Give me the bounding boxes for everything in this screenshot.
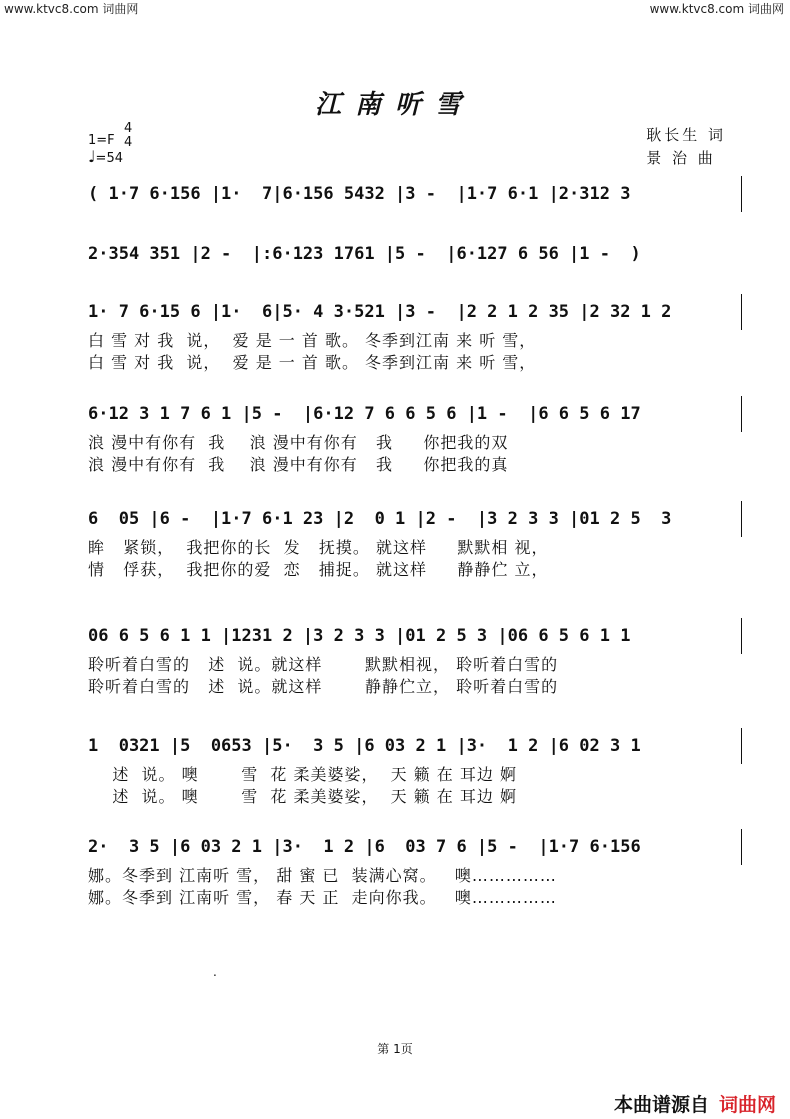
lyric-verse-2: 白 雪 对 我 说， 爱 是 一 首 歌。 冬季到江南 来 听 雪， <box>88 353 537 372</box>
notation-text: 1 0321 |5 0653 |5· 3 5 |6 03 2 1 |3· 1 2 |6 02 3 1 <box>88 736 641 756</box>
credits <box>646 124 726 170</box>
notation-line <box>82 396 742 432</box>
barline <box>741 176 742 212</box>
lyricist: 耿长生 词 <box>646 126 726 144</box>
notation-line <box>82 176 742 212</box>
system-2 <box>82 236 742 272</box>
lyric-verse-2: 情 俘获， 我把你的爱 恋 捕捉。 就这样 静静伫 立， <box>88 560 549 579</box>
lyric-verse-2: 娜。冬季到 江南听 雪， 春 天 正 走向你我。 噢…………… <box>88 888 557 907</box>
system-5 <box>82 501 742 581</box>
lyric-verse-2: 聆听着白雪的 述 说。就这样 静静伫立， 聆听着白雪的 <box>88 677 559 696</box>
notation-text: 6 05 |6 - |1·7 6·1 23 |2 0 1 |2 - |3 2 3 3 |01 2 5 3 <box>88 509 672 529</box>
notation-line <box>82 501 742 537</box>
stray-dot: . <box>213 965 217 979</box>
notation-text: ( 1·7 6·156 |1· 7|6·156 5432 |3 - |1·7 6·1 |2·312 3 <box>88 184 631 204</box>
tempo-value: =54 <box>95 151 123 166</box>
lyric-verse-1: 白 雪 对 我 说， 爱 是 一 首 歌。 冬季到江南 来 听 雪， <box>88 331 537 350</box>
time-signature <box>124 122 132 150</box>
system-4 <box>82 396 742 476</box>
lyric-verse-1: 聆听着白雪的 述 说。就这样 默默相视， 聆听着白雪的 <box>88 655 559 674</box>
notation-line <box>82 618 742 654</box>
page-number: 第 1页 <box>377 1042 413 1056</box>
notation-text: 2·354 351 |2 - |:6·123 1761 |5 - |6·127 6 56 |1 - ) <box>88 244 641 264</box>
watermark-left: www.ktvc8.com 词曲网 <box>4 2 139 16</box>
lyric-verse-2: 浪 漫中有你有 我 浪 漫中有你有 我 你把我的真 <box>88 455 509 474</box>
composer: 景 治 曲 <box>646 149 716 167</box>
notation-line <box>82 236 742 272</box>
watermark-right: www.ktvc8.com 词曲网 <box>649 2 784 16</box>
system-8 <box>82 829 742 909</box>
lyric-verse-1: 娜。冬季到 江南听 雪， 甜 蜜 已 装满心窝。 噢…………… <box>88 866 557 885</box>
barline <box>741 829 742 865</box>
time-denominator: 4 <box>124 135 133 150</box>
time-numerator: 4 <box>124 121 133 136</box>
system-6 <box>82 618 742 698</box>
system-3 <box>82 294 742 374</box>
notation-text: 06 6 5 6 1 1 |1231 2 |3 2 3 3 |01 2 5 3 |06 6 5 6 1 1 <box>88 626 631 646</box>
lyric-verse-1: 浪 漫中有你有 我 浪 漫中有你有 我 你把我的双 <box>88 433 509 452</box>
song-title: 江南听雪 <box>314 90 475 120</box>
barline <box>741 728 742 764</box>
lyric-verse-1: 眸 紧锁， 我把你的长 发 抚摸。 就这样 默默相 视， <box>88 538 549 557</box>
tempo-marking <box>88 147 123 166</box>
system-1 <box>82 176 742 212</box>
barline <box>741 396 742 432</box>
barline <box>741 501 742 537</box>
notation-text: 1· 7 6·15 6 |1· 6|5· 4 3·521 |3 - |2 2 1 2 35 |2 32 1 2 <box>88 302 672 322</box>
quarter-note-icon: ♩ <box>88 147 96 166</box>
barline <box>741 294 742 330</box>
notation-line <box>82 728 742 764</box>
lyric-verse-1: 述 说。 噢 雪 花 柔美婆娑， 天 籁 在 耳边 婀 <box>88 765 517 784</box>
notation-text: 2· 3 5 |6 03 2 1 |3· 1 2 |6 03 7 6 |5 - |1·7 6·156 <box>88 837 641 857</box>
system-7 <box>82 728 742 808</box>
key-signature: 1=F <box>88 133 115 148</box>
source-brand: 词曲网 <box>718 1094 776 1116</box>
notation-text: 6·12 3 1 7 6 1 |5 - |6·12 7 6 6 5 6 |1 - |6 6 5 6 17 <box>88 404 641 424</box>
notation-line <box>82 294 742 330</box>
notation-line <box>82 829 742 865</box>
lyric-verse-2: 述 说。 噢 雪 花 柔美婆娑， 天 籁 在 耳边 婀 <box>88 787 517 806</box>
source-label: 本曲谱源自 <box>613 1094 709 1116</box>
source-credit <box>614 1090 776 1117</box>
barline <box>741 618 742 654</box>
